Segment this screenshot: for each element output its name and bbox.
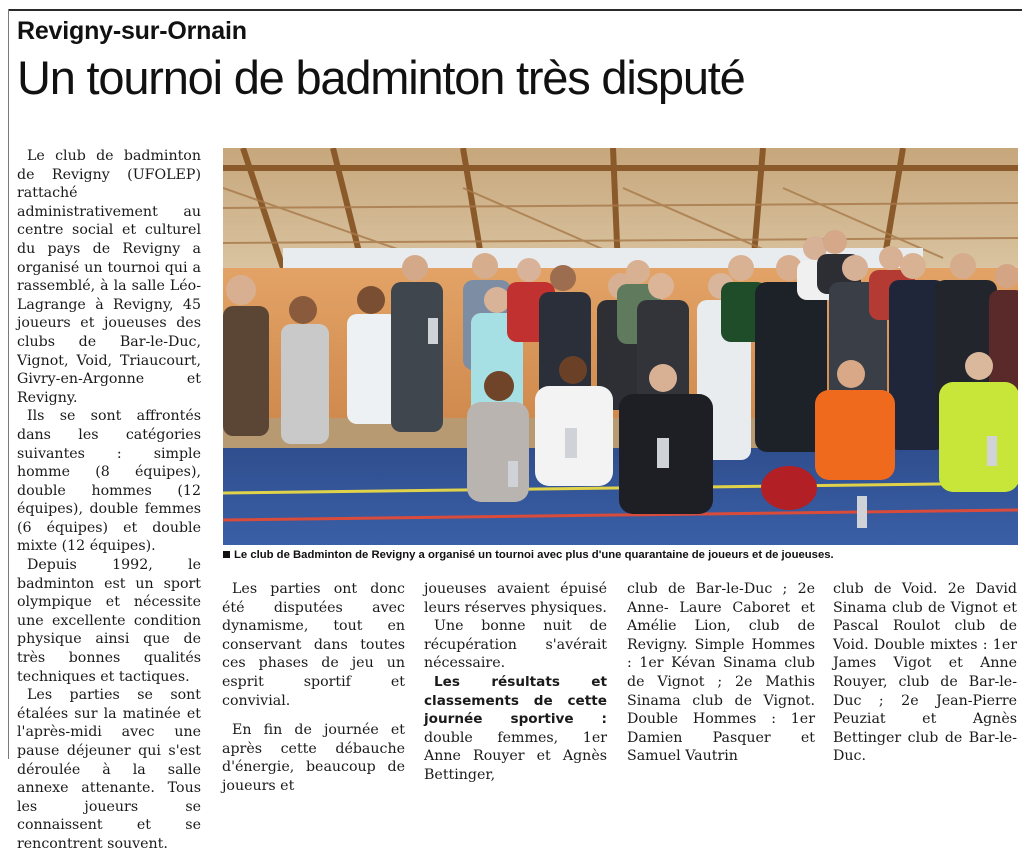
article-column-1 bbox=[17, 147, 201, 854]
paragraph: joueuses avaient épuisé leurs réserves physiques. bbox=[424, 581, 607, 616]
paragraph: Depuis 1992, le badminton est un sport olympique et nécessite une excellente condition physique ainsi que de très bonnes qualités techniques et tactiques. bbox=[17, 557, 201, 685]
article-column-3 bbox=[424, 580, 607, 785]
article-column-5 bbox=[833, 580, 1017, 766]
paragraph: Ils se sont affrontés dans les catégories suivantes : simple homme (8 équipes), double hommes (12 équipes), double femmes (6 équipes) et double mixte (12 équipes). bbox=[17, 408, 201, 555]
results-heading: Les résultats et classements de cette journée sportive : bbox=[424, 673, 607, 728]
article-kicker: Revigny-sur-Ornain bbox=[17, 17, 247, 45]
article-headline: Un tournoi de badminton très disputé bbox=[17, 51, 745, 104]
paragraph: club de Bar-le-Duc ; 2e Anne- Laure Caboret et Amélie Lion, club de Revigny. Simple Hommes : 1er Kévan Sinama club de Vignot ; 2e Mathis Sinama club de Vignot. Double Hommes : 1er Damien Pasquer et Samuel Vautrin bbox=[627, 581, 815, 765]
photo-caption bbox=[223, 549, 1018, 561]
paragraph: En fin de journée et après cette débauche d'énergie, beaucoup de joueurs et bbox=[222, 722, 405, 794]
results-text: double femmes, 1er Anne Rouyer et Agnès Bettinger, bbox=[424, 729, 607, 783]
paragraph: Le club de badminton de Revigny (UFOLEP) rattaché administrativement au centre social et culturel du pays de Revigny a organisé un tournoi qui a rassemblé, à la salle Léo-Lagrange à Revigny, 45 joueurs et joueuses des clubs de Bar-le-Duc, Vignot, Void, Triaucourt, Givry-en-Argonne et Revigny. bbox=[17, 148, 201, 406]
article-column-2 bbox=[222, 580, 405, 796]
article-column-4 bbox=[627, 580, 815, 766]
paragraph: club de Void. 2e David Sinama club de Vignot et Pascal Roulot club de Void. Double mixtes : 1er James Vigot et Anne Rouyer, club de Bar-le-Duc ; 2e Jean-Pierre Peuziat et Agnès Bettinger club de Bar-le-Duc. bbox=[833, 581, 1017, 765]
group-photo bbox=[223, 148, 1018, 545]
top-rule bbox=[8, 9, 1022, 11]
paragraph: Une bonne nuit de récupération s'avérait nécessaire. bbox=[424, 618, 607, 672]
caption-text: Le club de Badminton de Revigny a organisé un tournoi avec plus d'une quarantaine de joueurs et de joueuses. bbox=[234, 549, 834, 561]
paragraph bbox=[424, 673, 607, 785]
paragraph: Les parties se sont étalées sur la matinée et l'après-midi avec une pause déjeuner qui s'est déroulée à la salle annexe attenante. Tous les joueurs se connaissent et se rencontrent souvent. bbox=[17, 687, 201, 852]
paragraph: Les parties ont donc été disputées avec dynamisme, tout en conservant dans toutes ces phases de jeu un esprit sportif et convivial. bbox=[222, 581, 405, 709]
left-rule bbox=[8, 9, 9, 759]
caption-bullet-icon bbox=[223, 551, 230, 558]
